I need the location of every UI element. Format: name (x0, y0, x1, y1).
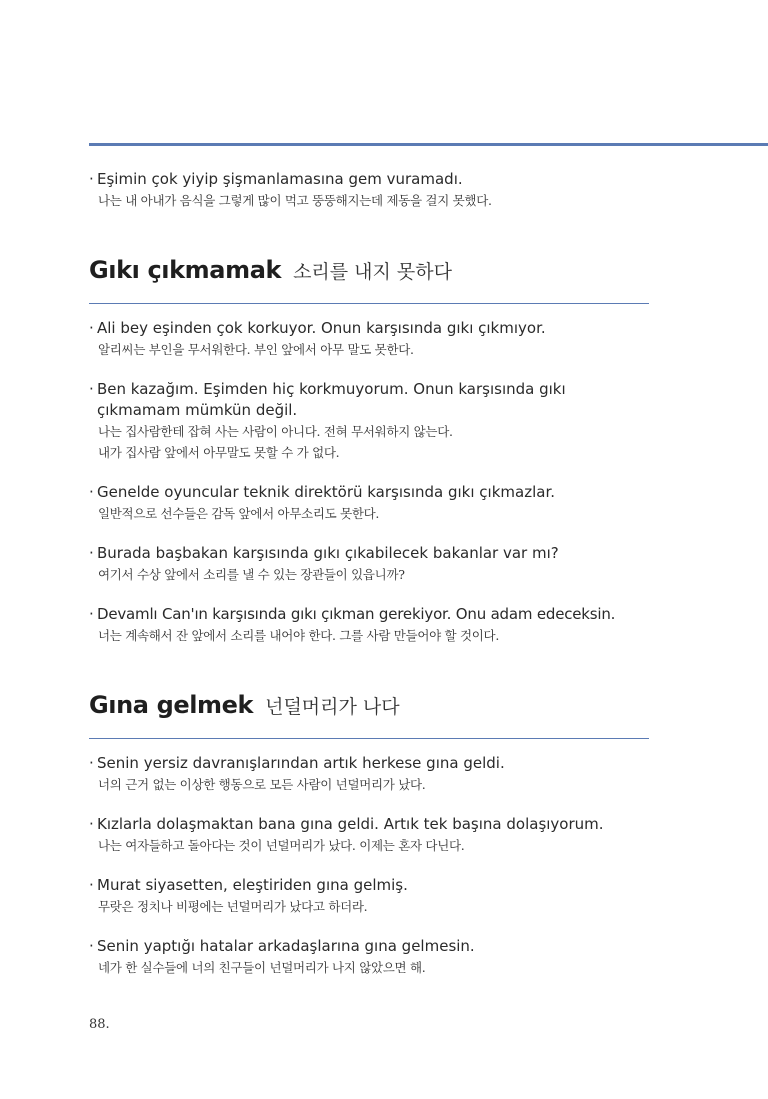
section-divider (89, 303, 649, 304)
turkish-sentence: · Kızlarla dolaşmaktan bana gına geldi. Artık tek başına dolaşıyorum. (89, 814, 669, 835)
example-entry (89, 482, 669, 524)
turkish-sentence: · Eşimin çok yiyip şişmanlamasına gem vuramadı. (89, 169, 669, 190)
korean-translation: 네가 한 실수들에 너의 친구들이 넌덜머리가 나지 않았으면 해. (98, 960, 426, 975)
korean-translation: 나는 내 아내가 음식을 그렇게 많이 먹고 뚱뚱해지는데 제동을 걸지 못했다. (98, 193, 492, 208)
korean-translation: 너는 계속해서 잔 앞에서 소리를 내어야 한다. 그를 사람 만들어야 할 것이다. (98, 628, 500, 643)
turkish-sentence: · Genelde oyuncular teknik direktörü karşısında gıkı çıkmazlar. (89, 482, 669, 503)
turkish-sentence: · Senin yaptığı hatalar arkadaşlarına gına gelmesin. (89, 936, 669, 957)
example-entry (89, 936, 669, 978)
korean-translation: 여기서 수상 앞에서 소리를 낼 수 있는 장관들이 있읍니까? (98, 567, 405, 582)
turkish-sentence: · Senin yersiz davranışlarından artık herkese gına geldi. (89, 753, 669, 774)
turkish-sentence: · Murat siyasetten, eleştiriden gına gelmiş. (89, 875, 669, 896)
idiom-heading (89, 691, 669, 725)
idiom-meaning: 넌덜머리가 나다 (265, 696, 400, 718)
example-entry (89, 169, 669, 211)
example-entry (89, 753, 669, 795)
korean-translation: 일반적으로 선수들은 감독 앞에서 아무소리도 못한다. (98, 506, 380, 521)
page-number: 88. (89, 1017, 110, 1032)
idiom-title: Gıkı çıkmamak (89, 256, 282, 284)
korean-translation: 나는 집사람한테 잡혀 사는 사람이 아니다. 전혀 무서워하지 않는다. (98, 424, 453, 439)
turkish-sentence: · Ben kazağım. Eşimden hiç korkmuyorum. Onun karşısında gıkı çıkmamam mümkün değil. (89, 379, 597, 421)
example-entry (89, 875, 669, 917)
korean-translation: 너의 근거 없는 이상한 행동으로 모든 사람이 넌덜머리가 났다. (98, 777, 426, 792)
example-entry (89, 543, 669, 585)
section-divider (89, 738, 649, 739)
example-entry (89, 379, 669, 463)
idiom-section (89, 256, 669, 646)
turkish-sentence: · Devamlı Can'ın karşısında gıkı çıkman gerekiyor. Onu adam edeceksin. (89, 604, 669, 625)
korean-translation: 내가 집사람 앞에서 아무말도 못할 수 가 없다. (98, 445, 340, 460)
example-entry (89, 814, 669, 856)
example-entry (89, 318, 669, 360)
page-content (89, 169, 669, 978)
idiom-title: Gına gelmek (89, 691, 254, 719)
turkish-sentence: · Ali bey eşinden çok korkuyor. Onun karşısında gıkı çıkmıyor. (89, 318, 669, 339)
korean-translation: 무랏은 정치나 비평에는 넌덜머리가 났다고 하더라. (98, 899, 368, 914)
idiom-section (89, 691, 669, 978)
idiom-meaning: 소리를 내지 못하다 (293, 261, 452, 283)
example-entry (89, 604, 669, 646)
turkish-sentence: · Burada başbakan karşısında gıkı çıkabilecek bakanlar var mı? (89, 543, 669, 564)
korean-translation: 알리씨는 부인을 무서워한다. 부인 앞에서 아무 말도 못한다. (98, 342, 414, 357)
header-rule (89, 143, 768, 146)
idiom-heading (89, 256, 669, 290)
korean-translation: 나는 여자들하고 돌아다는 것이 넌덜머리가 났다. 이제는 혼자 다닌다. (98, 838, 465, 853)
